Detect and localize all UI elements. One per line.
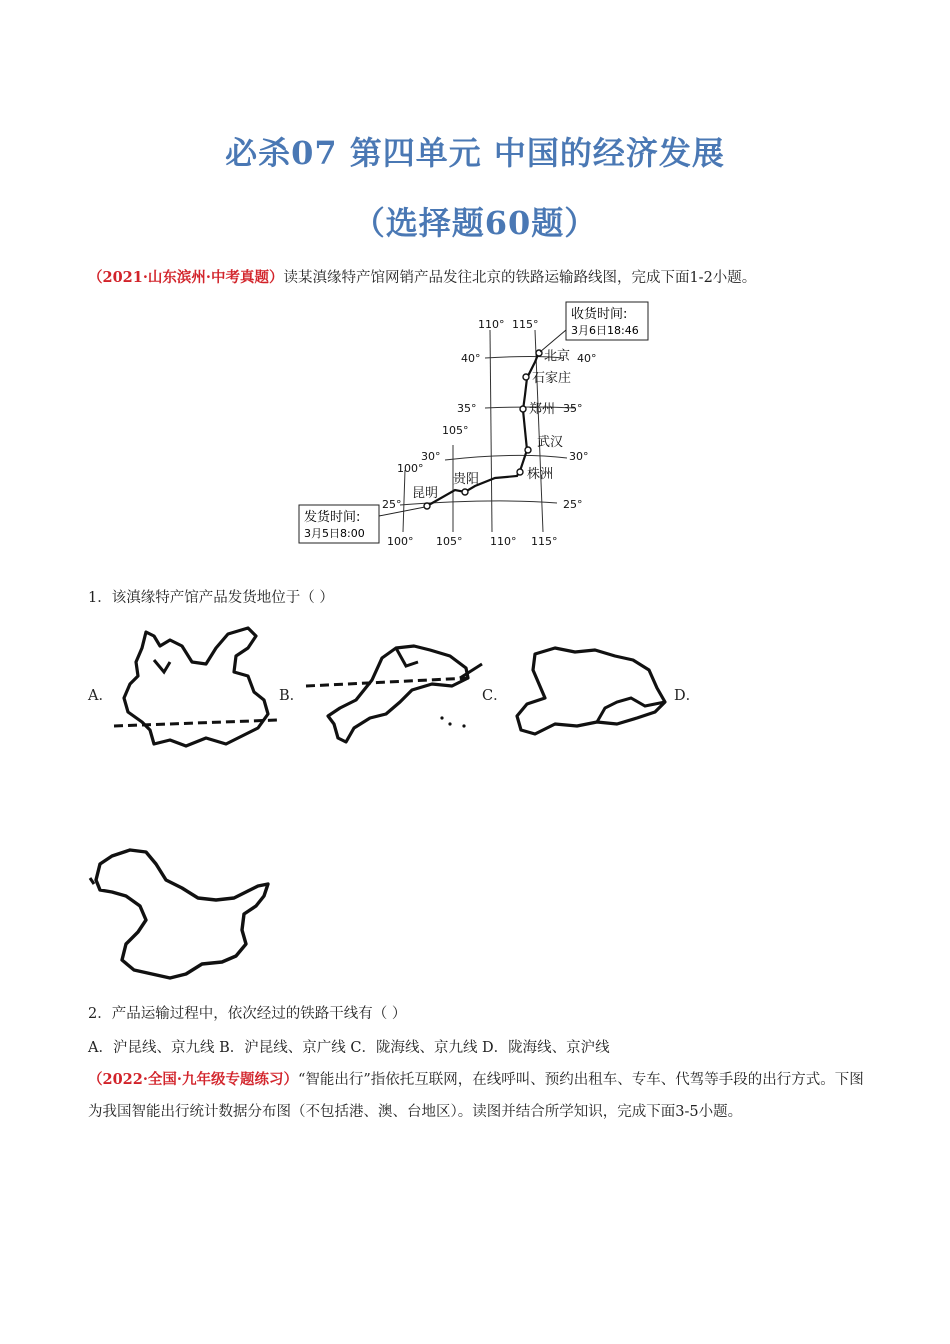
lon-label: 105°: [436, 535, 463, 548]
lon-label: 115°: [512, 318, 539, 331]
city-label: 北京: [544, 349, 571, 364]
lat-label: 30°: [421, 450, 441, 463]
send-time: 3月5日8:00: [304, 527, 365, 540]
lat-label: 35°: [563, 402, 583, 415]
source-tag-2: （2022·全国·九年级专题练习）: [88, 1071, 298, 1088]
city-label: 石家庄: [532, 371, 572, 386]
question-1-stem: 1．该滇缘特产馆产品发货地位于（ ）: [88, 590, 334, 606]
city-label: 郑州: [529, 402, 556, 417]
lon-label: 110°: [478, 318, 505, 331]
option-b-province-outline: [300, 638, 485, 753]
lat-label: 25°: [563, 498, 583, 511]
city-label: 贵阳: [453, 472, 480, 487]
city-label: 昆明: [412, 486, 439, 501]
city-label: 武汉: [537, 435, 564, 450]
option-d-label: D．: [674, 688, 701, 704]
question-2-options: A．沪昆线、京九线 B．沪昆线、京广线 C．陇海线、京九线 D．陇海线、京沪线: [88, 1040, 610, 1056]
lat-label: 30°: [569, 450, 589, 463]
option-d-province-outline: [86, 840, 281, 985]
page-subtitle: （选择题60题）: [352, 204, 598, 242]
option-a-label: A．: [88, 688, 113, 704]
lon-label: 110°: [490, 535, 517, 548]
lon-label: 100°: [397, 462, 424, 475]
city-label: 株洲: [527, 467, 554, 482]
lon-label: 105°: [442, 424, 469, 437]
intro-paragraph-1: [88, 262, 868, 294]
receive-time: 3月6日18:46: [571, 324, 639, 337]
option-a-province-outline: [108, 626, 283, 761]
option-c-label: C．: [482, 688, 508, 704]
intro-text-1: 读某滇缘特产馆网销产品发往北京的铁路运输路线图，完成下面1-2小题。: [283, 270, 757, 286]
intro-text-2: “智能出行”指依托互联网，在线呼叫、预约出租车、专车、代驾等手段的出行方式。下图为我国智能出行统计数据分布图（不包括港、澳、台地区）。读图并结合所学知识，完成下面3-5小题。: [88, 1072, 864, 1120]
lon-label: 115°: [531, 535, 558, 548]
receive-label: 收货时间:: [571, 307, 628, 322]
question-2-stem: 2．产品运输过程中，依次经过的铁路干线有（ ）: [88, 1006, 407, 1022]
option-b-label: B．: [279, 688, 305, 704]
lat-label: 35°: [457, 402, 477, 415]
lat-label: 40°: [461, 352, 481, 365]
railway-route-map: [295, 300, 655, 550]
send-label: 发货时间:: [304, 510, 361, 525]
lon-label: 100°: [387, 535, 414, 548]
lat-label: 40°: [577, 352, 597, 365]
option-c-province-outline: [505, 640, 675, 745]
intro-paragraph-2: [88, 1064, 868, 1128]
page-title: 必杀07 第四单元 中国的经济发展: [225, 134, 725, 172]
source-tag-1: （2021·山东滨州·中考真题）: [88, 269, 284, 286]
lat-label: 25°: [382, 498, 402, 511]
